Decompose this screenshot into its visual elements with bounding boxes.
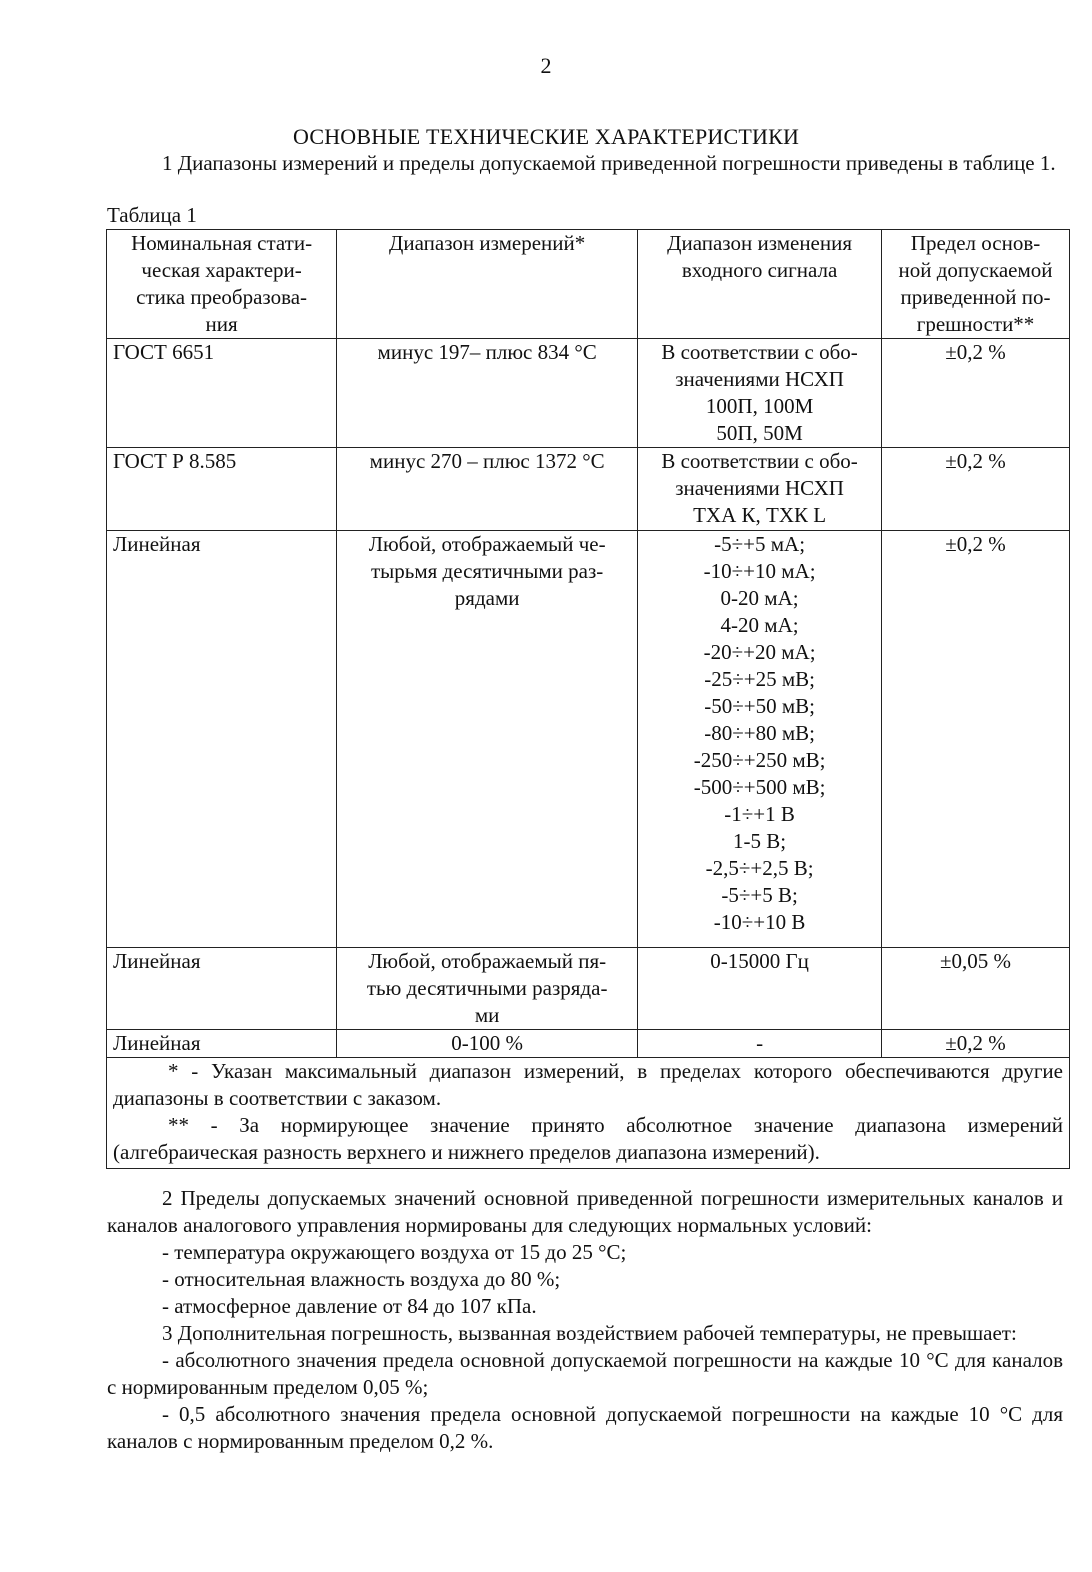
signal-line: 0-20 мА;: [720, 586, 799, 610]
cell-error: ±0,2 %: [882, 339, 1070, 448]
cell-characteristic: Линейная: [107, 1030, 337, 1058]
signal-line: В соответствии с обо-: [661, 449, 858, 473]
signal-line: -2,5÷+2,5 В;: [705, 856, 814, 880]
cell-signal: [638, 531, 882, 948]
header-line: входного сигнала: [681, 258, 838, 282]
signal-line: -50÷+50 мВ;: [704, 694, 815, 718]
signal-line: 1-5 В;: [733, 829, 787, 853]
table-footnotes-row: [107, 1058, 1070, 1169]
signal-line: -500÷+500 мВ;: [693, 775, 826, 799]
table-header-row: [107, 230, 1070, 339]
header-line: Диапазон измерений*: [389, 231, 586, 255]
cell-range: минус 270 – плюс 1372 °С: [337, 448, 638, 531]
header-line: Диапазон изменения: [667, 231, 853, 255]
cell-range: минус 197– плюс 834 °С: [337, 339, 638, 448]
specifications-table: [106, 229, 1070, 1169]
signal-line: В соответствии с обо-: [661, 340, 858, 364]
page-title: ОСНОВНЫЕ ТЕХНИЧЕСКИЕ ХАРАКТЕРИСТИКИ: [292, 124, 800, 149]
header-line: грешности**: [916, 312, 1035, 336]
cell-range: [337, 948, 638, 1030]
signal-line: -25÷+25 мВ;: [704, 667, 815, 691]
range-line: Любой, отображаемый че-: [368, 532, 606, 556]
section-3-intro: 3 Дополнительная погрешность, вызванная воздействием рабочей температуры, не превышает:: [162, 1321, 1017, 1345]
signal-line: -5÷+5 В;: [721, 883, 798, 907]
header-line: ния: [205, 312, 238, 336]
signal-line: ТХА К, ТХК L: [693, 503, 827, 527]
cell-signal: [638, 448, 882, 531]
cell-range: 0-100 %: [337, 1030, 638, 1058]
header-line: ческая характери-: [141, 258, 302, 282]
range-line: рядами: [454, 586, 520, 610]
error-item: - 0,5 абсолютного значения предела основной допускаемой погрешности на каждые 10 °С для каналов с нормированным пределом 0,2 %.: [107, 1402, 1063, 1453]
header-line: Предел основ-: [910, 231, 1041, 255]
section-2: [107, 1185, 1063, 1320]
section-3: [107, 1320, 1063, 1455]
section-1-text: 1 Диапазоны измерений и пределы допускаемой приведенной погрешности приведены в таблице 1.: [162, 151, 1056, 175]
cell-characteristic: ГОСТ Р 8.585: [107, 448, 337, 531]
range-line: Любой, отображаемый пя-: [368, 949, 607, 973]
footnote-2: ** - За нормирующее значение принято абсолютное значение диапазона измерений (алгебраическая разность верхнего и нижнего пределов диапазона измерений).: [113, 1113, 1063, 1164]
table-row: [107, 339, 1070, 448]
page-number: 2: [540, 53, 552, 78]
header-error-limit: [882, 230, 1070, 339]
cell-error: ±0,2 %: [882, 1030, 1070, 1058]
header-characteristic: [107, 230, 337, 339]
range-line: ми: [474, 1003, 500, 1027]
signal-line: -20÷+20 мА;: [703, 640, 816, 664]
cell-range: [337, 531, 638, 948]
cell-signal: [638, 339, 882, 448]
error-item: - абсолютного значения предела основной допускаемой погрешности на каждые 10 °С для каналов с нормированным пределом 0,05 %;: [107, 1348, 1063, 1399]
header-measurement-range: [337, 230, 638, 339]
header-line: ной допускаемой: [898, 258, 1053, 282]
cell-error: ±0,2 %: [882, 531, 1070, 948]
range-line: тью десятичными разряда-: [366, 976, 608, 1000]
cell-error: ±0,05 %: [882, 948, 1070, 1030]
signal-line: -80÷+80 мВ;: [704, 721, 815, 745]
signal-line: значениями НСХП: [675, 367, 844, 391]
cell-error: ±0,2 %: [882, 448, 1070, 531]
signal-line: 100П, 100М: [705, 394, 814, 418]
range-line: тырьмя десятичными раз-: [371, 559, 604, 583]
table-row: [107, 448, 1070, 531]
table-row: [107, 948, 1070, 1030]
cell-characteristic: Линейная: [107, 948, 337, 1030]
signal-line: -10÷+10 В: [713, 910, 806, 934]
signal-line: -10÷+10 мА;: [703, 559, 816, 583]
header-input-signal-range: [638, 230, 882, 339]
cell-signal: 0-15000 Гц: [638, 948, 882, 1030]
condition-item: - атмосферное давление от 84 до 107 кПа.: [162, 1294, 537, 1318]
signal-line: 4-20 мА;: [720, 613, 799, 637]
table-row: [107, 531, 1070, 948]
condition-item: - температура окружающего воздуха от 15 до 25 °С;: [162, 1240, 627, 1264]
section-2-intro: 2 Пределы допускаемых значений основной приведенной погрешности измерительных каналов и каналов аналогового управления нормированы для следующих нормальных условий:: [107, 1186, 1063, 1237]
table-caption: Таблица 1: [107, 203, 197, 227]
cell-characteristic: Линейная: [107, 531, 337, 948]
signal-line: 50П, 50М: [716, 421, 803, 445]
condition-item: - относительная влажность воздуха до 80 %;: [162, 1267, 561, 1291]
table-footnotes: [107, 1058, 1070, 1169]
header-line: приведенной по-: [900, 285, 1051, 309]
signal-line: -1÷+1 В: [724, 802, 795, 826]
footnote-1: * - Указан максимальный диапазон измерений, в пределах которого обеспечиваются другие диапазоны в соответствии с заказом.: [113, 1059, 1063, 1110]
signal-line: -5÷+5 мА;: [714, 532, 806, 556]
header-line: Номинальная стати-: [131, 231, 313, 255]
table-row: [107, 1030, 1070, 1058]
signal-line: -250÷+250 мВ;: [693, 748, 826, 772]
signal-line: значениями НСХП: [675, 476, 844, 500]
cell-signal: -: [638, 1030, 882, 1058]
cell-characteristic: ГОСТ 6651: [107, 339, 337, 448]
header-line: стика преобразова-: [136, 285, 308, 309]
